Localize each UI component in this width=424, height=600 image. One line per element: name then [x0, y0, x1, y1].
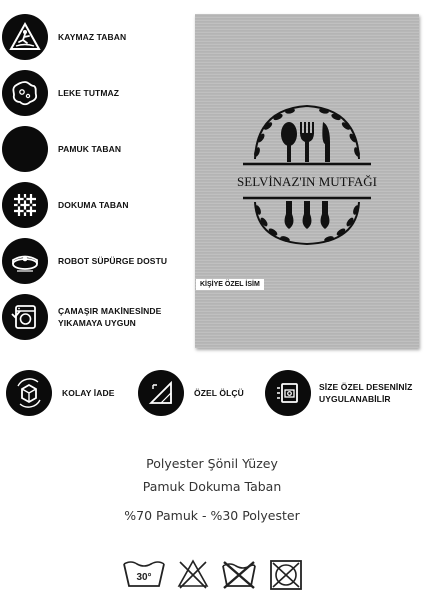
feature-label-group — [319, 381, 412, 405]
feature-non-slip — [0, 14, 126, 60]
woven-base-icon — [2, 182, 48, 228]
feature-robot-vacuum — [0, 238, 167, 284]
feature-cotton-base — [0, 126, 121, 172]
feature-label-line1: ÇAMAŞIR MAKİNESİNDE — [58, 306, 162, 316]
rug-title: SELVİNAZ'IN MUTFAĞI — [237, 174, 377, 189]
stain-resistant-icon — [2, 70, 48, 116]
cutlery-top — [281, 122, 330, 162]
feature-label: PAMUK TABAN — [58, 144, 122, 154]
cutlery-bottom — [285, 201, 330, 229]
feature-machine-washable — [0, 294, 161, 340]
feature-stain-resistant — [0, 70, 119, 116]
robot-vacuum-icon — [2, 238, 48, 284]
easy-return-icon — [6, 370, 52, 416]
feature-label: KOLAY İADE — [62, 388, 115, 398]
no-bleach-icon — [176, 558, 210, 590]
feature-label: ROBOT SÜPÜRGE DOSTU — [58, 256, 168, 266]
washing-machine-icon — [2, 294, 48, 340]
material-composition: %70 Pamuk - %30 Polyester — [124, 508, 300, 523]
feature-woven-base — [0, 182, 129, 228]
feature-label-line2: YIKAMAYA UYGUN — [58, 318, 136, 328]
kitchen-logo — [195, 14, 419, 348]
feature-label: KAYMAZ TABAN — [58, 32, 127, 42]
slip-warning-icon — [2, 14, 48, 60]
wash-30-icon — [121, 558, 167, 590]
personal-name-tag: KİŞİYE ÖZEL İSİM — [196, 279, 264, 290]
feature-custom-size — [138, 370, 244, 416]
feature-custom-pattern — [265, 370, 412, 416]
feature-easy-return — [6, 370, 115, 416]
no-dry-clean-icon — [268, 558, 304, 592]
feature-label-line2: UYGULANABİLİR — [319, 394, 391, 404]
custom-pattern-icon — [265, 370, 311, 416]
rug-preview — [195, 14, 419, 348]
material-surface: Polyester Şönil Yüzey — [146, 456, 278, 471]
feature-label-group — [58, 305, 161, 329]
feature-label-line1: SİZE ÖZEL DESENİNİZ — [319, 382, 413, 392]
cotton-base-icon — [2, 126, 48, 172]
custom-size-icon — [138, 370, 184, 416]
no-tumble-dry-icon — [220, 558, 258, 590]
feature-label: LEKE TUTMAZ — [58, 88, 120, 98]
feature-label: ÖZEL ÖLÇÜ — [194, 388, 244, 398]
material-base: Pamuk Dokuma Taban — [142, 479, 282, 494]
feature-label: DOKUMA TABAN — [58, 200, 129, 210]
wash-temp: 30° — [136, 572, 152, 583]
